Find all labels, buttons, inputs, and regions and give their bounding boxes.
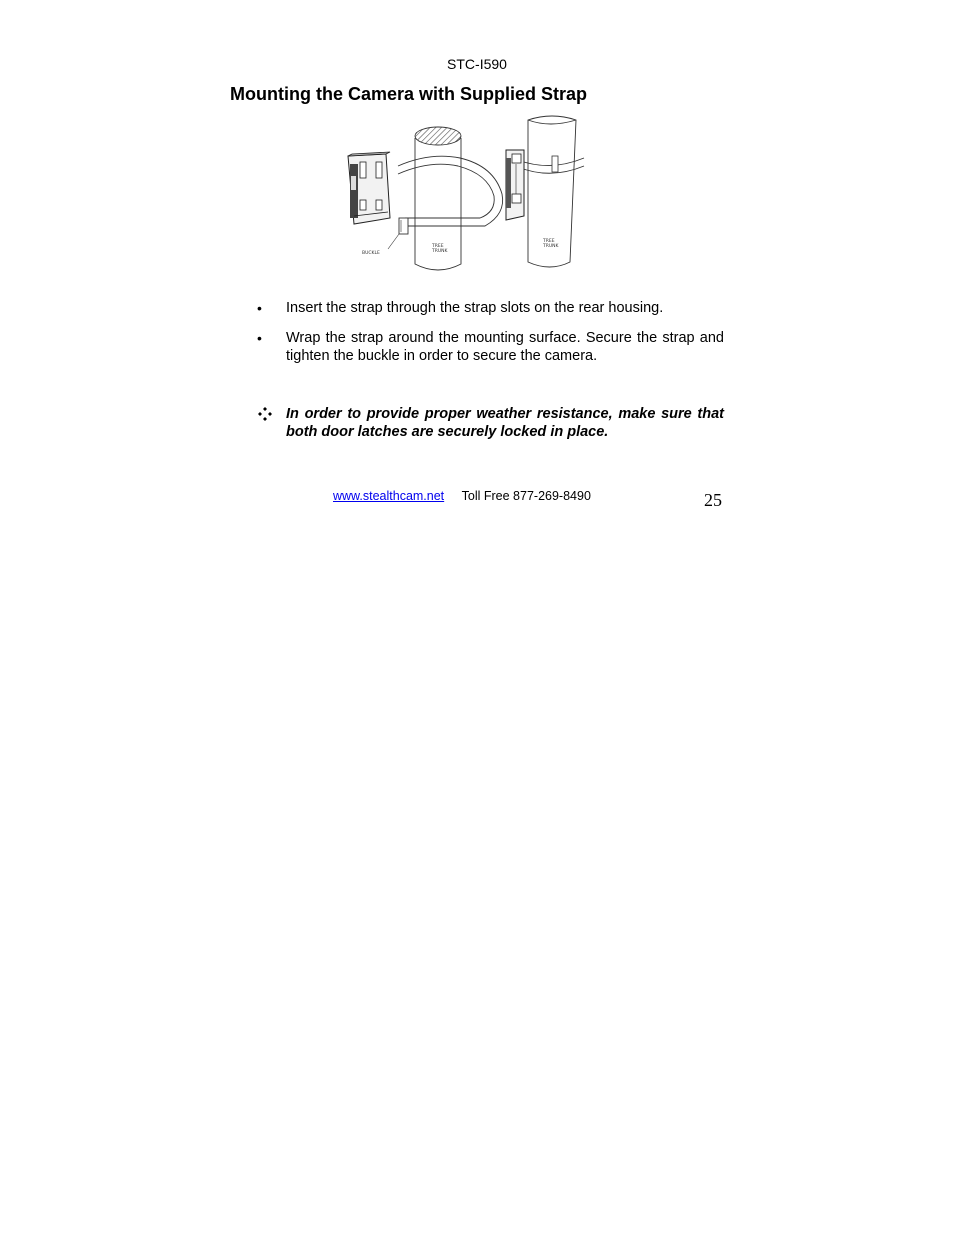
list-item-text: Insert the strap through the strap slots on the rear housing. — [286, 300, 664, 316]
right-trunk-label-2: TRUNK — [543, 244, 559, 249]
list-item — [256, 299, 724, 317]
mounting-diagram — [330, 114, 590, 290]
right-tree-trunk — [528, 116, 576, 267]
toll-free-number: Toll Free 877-269-8490 — [461, 489, 591, 503]
bullet-icon: • — [257, 330, 262, 346]
mounting-illustration — [330, 114, 590, 290]
list-item — [256, 329, 724, 365]
four-diamond-icon — [256, 405, 274, 423]
page-number: 25 — [704, 490, 722, 510]
website-link[interactable]: www.stealthcam.net — [333, 489, 445, 503]
buckle — [362, 218, 408, 256]
camera-detached — [348, 152, 390, 224]
section-title: Mounting the Camera with Supplied Strap — [230, 84, 588, 104]
left-trunk-label-1: TREE — [432, 244, 444, 249]
footer — [333, 489, 591, 503]
left-trunk-label-2: TRUNK — [432, 249, 448, 254]
right-trunk-label-1: TREE — [543, 239, 555, 244]
left-tree-trunk — [415, 127, 461, 270]
note-text: In order to provide proper weather resistance, make sure that both door latches are securely locked in place. — [286, 406, 724, 440]
header-model: STC-I590 — [447, 56, 507, 72]
weather-note — [256, 405, 724, 441]
camera-mounted — [506, 150, 524, 220]
instruction-list — [256, 299, 724, 377]
buckle-label: BUCKLE — [362, 251, 380, 256]
bullet-icon: • — [257, 300, 262, 316]
list-item-text: Wrap the strap around the mounting surface. Secure the strap and tighten the buckle in order to secure the camera. — [286, 330, 724, 364]
